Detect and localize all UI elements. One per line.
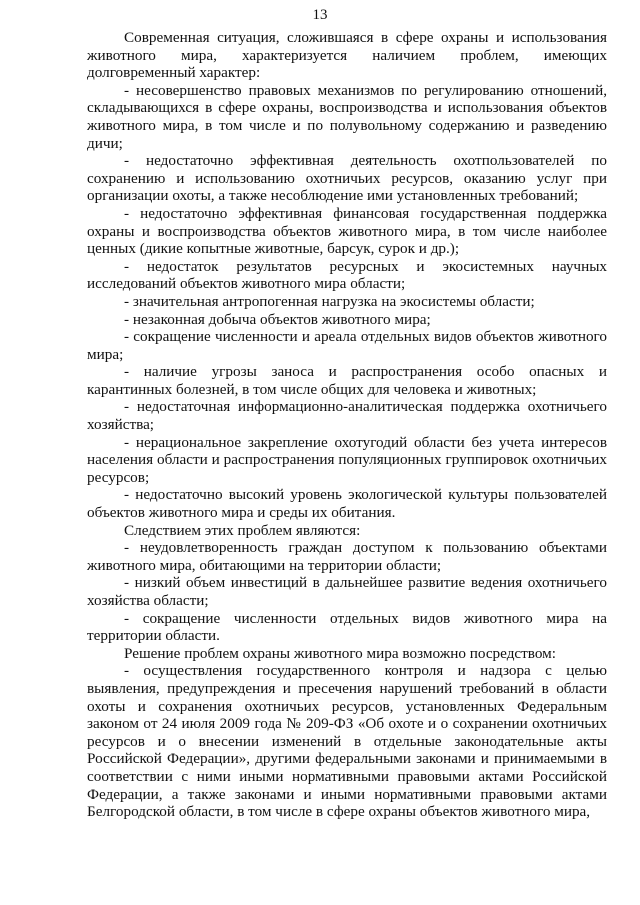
problem-item: - недостаточно высокий уровень экологической культуры пользователей объектов животного мира и среды их обитания.: [87, 486, 607, 522]
problem-item: - наличие угрозы заноса и распространения особо опасных и карантинных болезней, в том числе общих для человека и животных;: [87, 363, 607, 398]
solutions-heading: Решение проблем охраны животного мира возможно посредством:: [124, 644, 556, 662]
problem-item: - значительная антропогенная нагрузка на экосистемы области;: [124, 292, 535, 310]
consequence-item: - сокращение численности отдельных видов животного мира на территории области.: [87, 609, 607, 645]
problem-item: - несовершенство правовых механизмов по регулированию отношений, складывающихся в сфере охраны, воспроизводства и использования объектов животного мира, в том числе и по полувольному содержанию и разведению дичи;: [87, 81, 607, 152]
problem-item: - недостаточная информационно-аналитическая поддержка охотничьего хозяйства;: [87, 398, 607, 434]
problem-item: - недостаток результатов ресурсных и экосистемных научных исследований объектов животного мира области;: [87, 257, 607, 293]
solution-item: - осуществления государственного контроля и надзора с целью выявления, предупреждения и пресечения нарушений требований в области охоты и сохранения охотничьих ресурсов, установленных Федеральным законом от 24 июля 2009 года № 209-ФЗ «Об охоте и о сохранении охотничьих ресурсов и о внесении изменений в отдельные законодательные акты Российской Федерации», другими федеральными законами и принимаемыми в соответствии с ними иными нормативными правовыми актами Российской Федерации, а также законами и иными нормативными правовыми актами Белгородской области, в том числе в сфере охраны объектов животного мира,: [87, 662, 607, 821]
consequences-heading: Следствием этих проблем являются:: [124, 521, 361, 539]
problem-item: - недостаточно эффективная деятельность охотпользователей по сохранению и использованию охотничьих ресурсов, оказанию услуг при организации охоты, а также несоблюдение ими установленных требований;: [87, 152, 607, 205]
consequence-item: - низкий объем инвестиций в дальнейшее развитие ведения охотничьего хозяйства области;: [87, 574, 607, 609]
document-body: [87, 29, 607, 821]
intro-paragraph: Современная ситуация, сложившаяся в сфере охраны и использования животного мира, характеризуется наличием проблем, имеющих долговременный характер:: [87, 29, 607, 82]
problem-item: - нерациональное закрепление охотугодий области без учета интересов населения области и распространения популяционных группировок охотничьих ресурсов;: [87, 433, 607, 486]
page-number: 13: [312, 7, 328, 23]
consequence-item: - неудовлетворенность граждан доступом к пользованию объектами животного мира, обитающими на территории области;: [87, 539, 607, 574]
problem-item: - недостаточно эффективная финансовая государственная поддержка охраны и воспроизводства объектов животного мира, в том числе наиболее ценных (дикие копытные животные, барсук, сурок и др.);: [87, 204, 607, 258]
problem-item: - сокращение численности и ареала отдельных видов объектов животного мира;: [87, 328, 607, 363]
problem-item: - незаконная добыча объектов животного мира;: [124, 310, 431, 328]
